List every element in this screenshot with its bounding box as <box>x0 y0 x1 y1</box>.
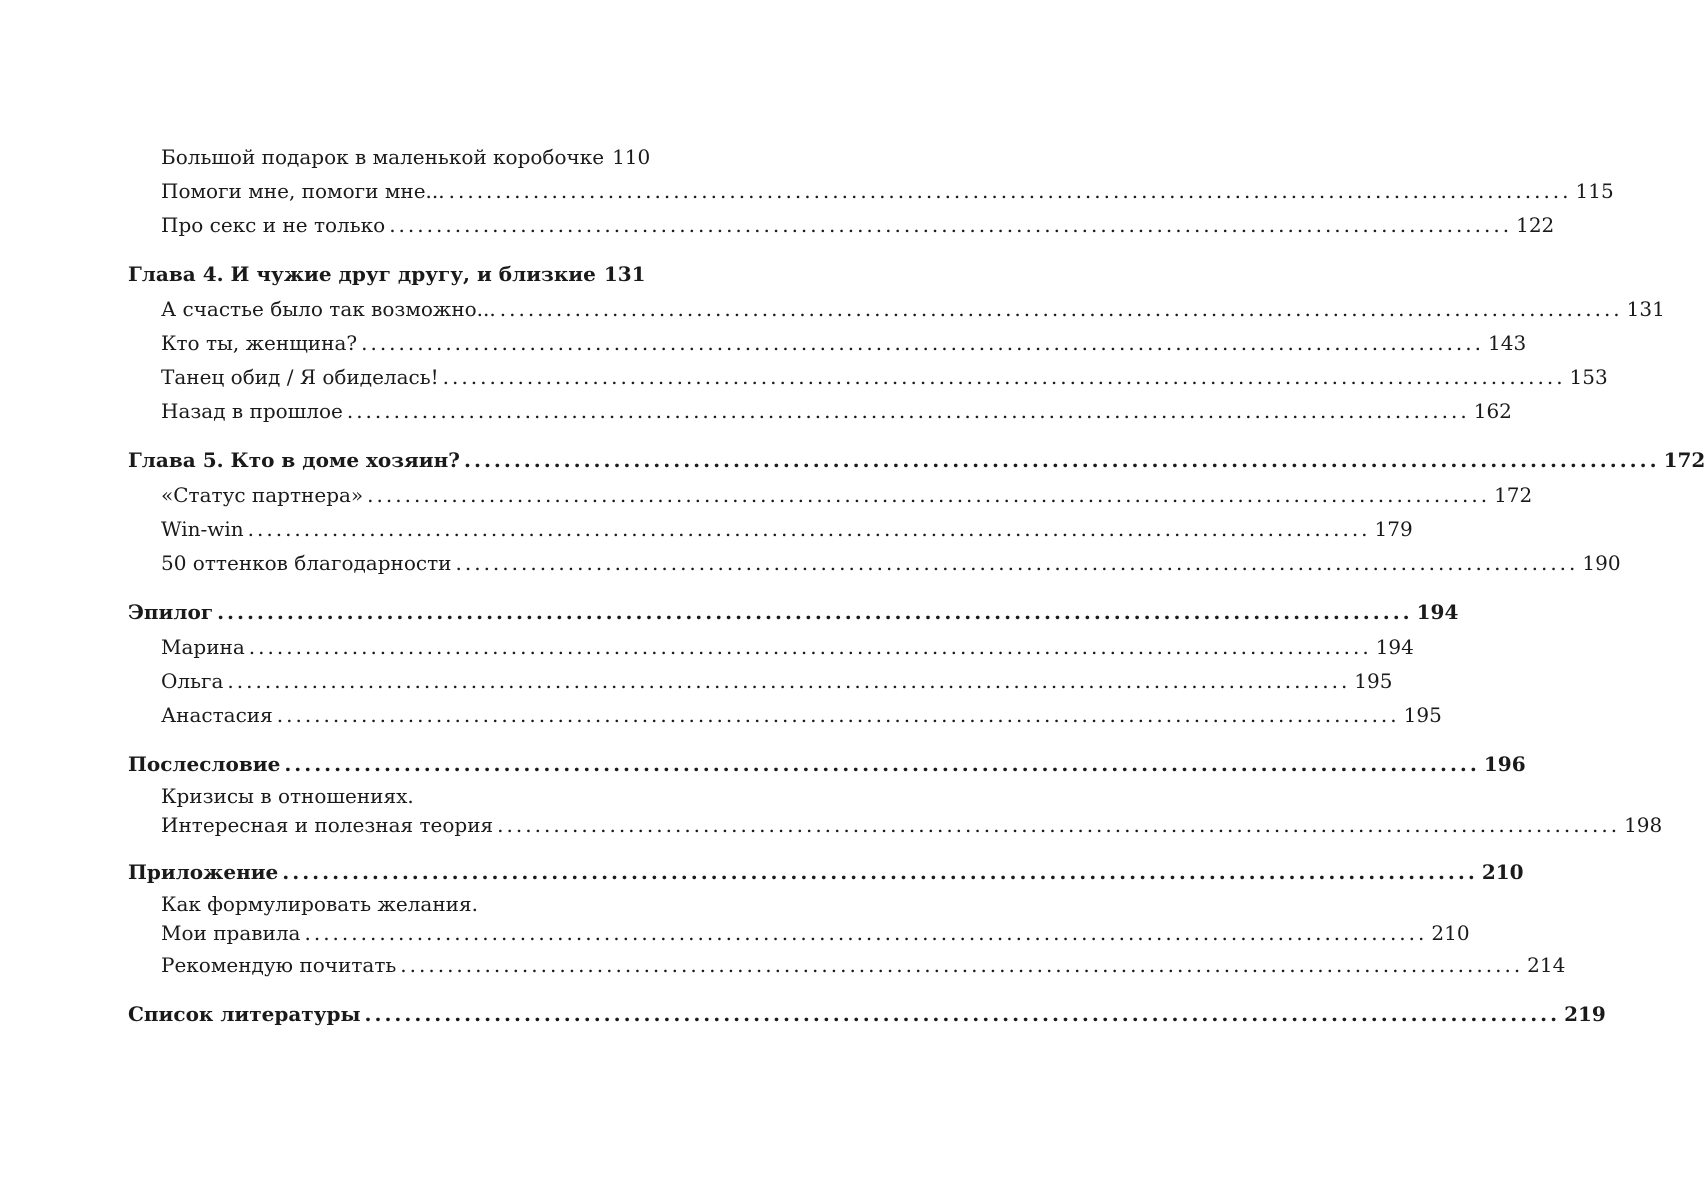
toc-chapter-title: Приложение <box>128 860 279 884</box>
dot-leader: ........................................................................................................................ <box>455 551 1579 575</box>
toc-entry-page: 190 <box>1582 551 1621 575</box>
dot-leader: ........................................................................................................................ <box>448 179 1572 203</box>
dot-leader: ........................................................................................................................ <box>276 703 1400 727</box>
toc-chapter <box>128 442 1705 478</box>
toc-entry-title: 50 оттенков благодарности <box>161 551 452 575</box>
dot-leader: ........................................................................................................................ <box>499 297 1623 321</box>
toc-entry-page: 210 <box>1431 921 1470 945</box>
toc-entry <box>128 292 1665 326</box>
toc-entry-title-line2: Интересная и полезная теория <box>161 813 494 837</box>
toc-chapter-page: 172 <box>1663 448 1705 472</box>
toc-entry-page: 122 <box>1516 213 1555 237</box>
toc-chapter-title: Список литературы <box>128 1002 361 1026</box>
dot-leader: ........................................................................................................................ <box>248 635 1372 659</box>
toc-entry-title: А счастье было так возможно... <box>161 297 496 321</box>
dot-leader: ........................................................................................................................ <box>400 953 1524 977</box>
toc-entry-title: Рекомендую почитать <box>161 953 397 977</box>
toc-entry-page: 172 <box>1494 483 1533 507</box>
dot-leader: ........................................................................................................................ <box>497 813 1621 837</box>
toc-entry-title: Большой подарок в маленькой коробочке <box>161 145 605 169</box>
toc-entry <box>128 208 1555 242</box>
toc-entry-page: 195 <box>1403 703 1442 727</box>
dot-leader: ........................................................................................................................ <box>247 517 1371 541</box>
toc-entry-title: Марина <box>161 635 245 659</box>
toc-chapter <box>128 594 1459 630</box>
toc-chapter-title: Глава 4. И чужие друг другу, и близкие <box>128 262 596 286</box>
dot-leader: ........................................................................................................................ <box>464 448 1660 472</box>
toc-entry <box>128 478 1533 512</box>
toc-entry-page: 162 <box>1473 399 1512 423</box>
toc-entry-title: Помоги мне, помоги мне... <box>161 179 445 203</box>
toc-entry-page: 143 <box>1488 331 1527 355</box>
toc-entry <box>128 782 1663 840</box>
toc-entry-page: 131 <box>1626 297 1665 321</box>
dot-leader: ........................................................................................................................ <box>442 365 1566 389</box>
dot-leader: ........................................................................................................................ <box>227 669 1351 693</box>
dot-leader: ........................................................................................................................ <box>284 752 1480 776</box>
toc-entry-title: Кризисы в отношениях. <box>161 784 414 808</box>
toc-entry-title: Анастасия <box>161 703 273 727</box>
toc-entry-title: «Статус партнера» <box>161 483 364 507</box>
toc-entry <box>128 512 1413 546</box>
toc-chapter-title: Эпилог <box>128 600 214 624</box>
toc-entry-title-line2: Мои правила <box>161 921 301 945</box>
toc-entry <box>128 394 1512 428</box>
toc-entry-page: 198 <box>1624 813 1663 837</box>
toc-entry-page: 194 <box>1375 635 1414 659</box>
toc-entry-title: Ольга <box>161 669 224 693</box>
toc-entry <box>128 948 1566 982</box>
toc-chapter-page: 194 <box>1416 600 1459 624</box>
toc-entry-page: 110 <box>612 145 651 169</box>
toc-entry-page: 153 <box>1569 365 1608 389</box>
toc-entry-page: 115 <box>1575 179 1614 203</box>
dot-leader: ........................................................................................................................ <box>282 860 1478 884</box>
dot-leader: ........................................................................................................................ <box>361 331 1484 355</box>
toc-entry-line2 <box>161 918 1470 948</box>
toc-entry-title: Назад в прошлое <box>161 399 343 423</box>
table-of-contents <box>128 140 1705 1032</box>
toc-chapter-page: 131 <box>603 262 646 286</box>
toc-entry-page: 195 <box>1354 669 1393 693</box>
toc-entry-line2 <box>161 810 1663 840</box>
toc-entry <box>128 890 1470 948</box>
toc-entry <box>128 326 1527 360</box>
toc-entry <box>128 140 651 174</box>
toc-chapter-page: 196 <box>1483 752 1526 776</box>
dot-leader: ........................................................................................................................ <box>364 1002 1561 1026</box>
toc-entry-title: Про секс и не только <box>161 213 386 237</box>
toc-entry <box>128 698 1442 732</box>
dot-leader: ........................................................................................................................ <box>346 399 1470 423</box>
toc-entry <box>128 174 1614 208</box>
toc-entry-title: Кто ты, женщина? <box>161 331 358 355</box>
toc-chapter-title: Послесловие <box>128 752 281 776</box>
dot-leader: ........................................................................................................................ <box>217 600 1413 624</box>
toc-chapter-title: Глава 5. Кто в доме хозяин? <box>128 448 461 472</box>
toc-entry <box>128 360 1608 394</box>
toc-chapter <box>128 854 1524 890</box>
dot-leader: ........................................................................................................................ <box>367 483 1491 507</box>
toc-chapter <box>128 256 646 292</box>
dot-leader: ........................................................................................................................ <box>304 921 1428 945</box>
dot-leader: ........................................................................................................................ <box>389 213 1513 237</box>
toc-chapter <box>128 746 1526 782</box>
toc-chapter-page: 210 <box>1481 860 1524 884</box>
toc-entry-title: Танец обид / Я обиделась! <box>161 365 439 389</box>
toc-chapter <box>128 996 1606 1032</box>
toc-entry-title: Win-win <box>161 517 244 541</box>
toc-entry-page: 179 <box>1374 517 1413 541</box>
toc-entry-page: 214 <box>1527 953 1566 977</box>
toc-chapter-page: 219 <box>1564 1002 1606 1026</box>
toc-entry <box>128 546 1621 580</box>
toc-entry-title: Как формулировать желания. <box>161 892 478 916</box>
toc-entry <box>128 630 1414 664</box>
toc-entry <box>128 664 1393 698</box>
